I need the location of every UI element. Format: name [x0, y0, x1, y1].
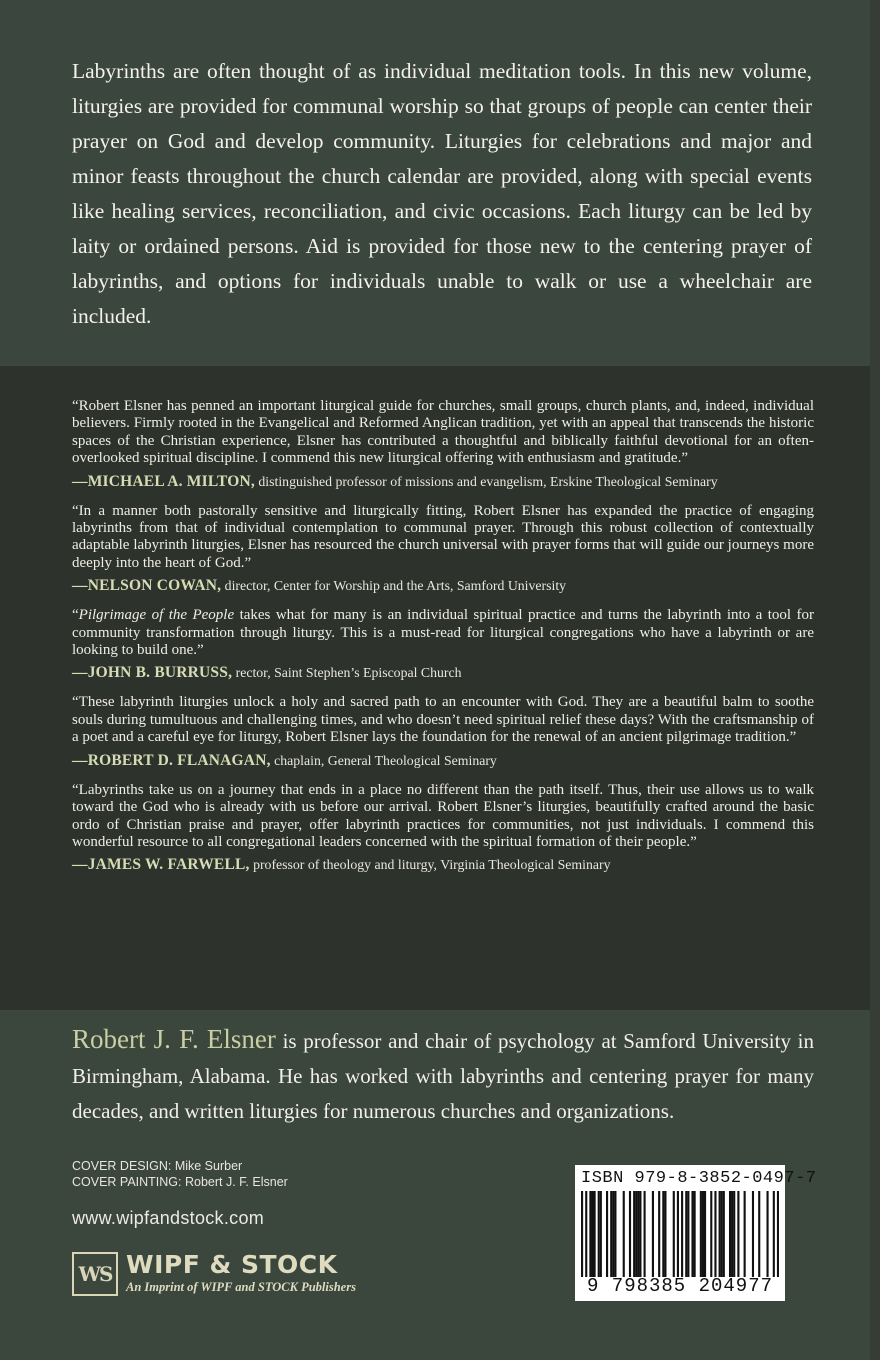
- cover-design-label: COVER DESIGN:: [72, 1159, 172, 1173]
- barcode-bar: [731, 1191, 733, 1277]
- author-name: Robert J. F. Elsner: [72, 1024, 276, 1054]
- barcode-bar: [758, 1191, 760, 1277]
- barcode-bar: [737, 1191, 739, 1277]
- endorser-name: —JOHN B. BURRUSS,: [72, 664, 233, 682]
- publisher-tagline: An Imprint of WIPF and STOCK Publishers: [126, 1280, 356, 1294]
- barcode-bar: [614, 1191, 616, 1277]
- barcode-bar: [652, 1191, 654, 1277]
- book-title: Pilgrimage of the People: [78, 607, 235, 624]
- barcode-bar: [766, 1191, 768, 1277]
- endorser-role: chaplain, General Theological Seminary: [274, 752, 497, 768]
- barcode-bar: [658, 1191, 660, 1277]
- endorsement-farwell: [72, 782, 814, 875]
- endorser-role: rector, Saint Stephen’s Episcopal Church: [235, 665, 462, 681]
- barcode-bar: [612, 1191, 614, 1277]
- endorser-name: —MICHAEL A. MILTON,: [72, 472, 255, 490]
- publisher-monogram-icon: WS: [72, 1252, 118, 1296]
- endorser-role: distinguished professor of missions and evangelism, Erskine Theological Seminary: [258, 473, 718, 489]
- barcode-bar: [673, 1191, 675, 1277]
- barcode-bar: [777, 1191, 779, 1277]
- barcode-bars: [581, 1191, 779, 1277]
- quote-open-mark: “: [72, 607, 79, 624]
- barcode-bar: [606, 1191, 608, 1277]
- barcode-digits: 9 798385 204977: [586, 1275, 774, 1297]
- cover-credits: [72, 1158, 288, 1190]
- barcode-bar: [691, 1191, 693, 1277]
- endorsement-cowan: [72, 503, 814, 596]
- barcode-bar: [677, 1191, 679, 1277]
- barcode-bar: [623, 1191, 625, 1277]
- barcode-bar: [637, 1191, 639, 1277]
- barcode-bar: [729, 1191, 731, 1277]
- endorsement-quote: “Labyrinths take us on a journey that ends in a place no different than the path itself. Thus, their use allows us to walk toward the God who is already with us before our arrival. Robert Elsner’s liturgies, beautifully crafted around the basic ordo of Christian praise and prayer, offer labyrinth practices for communities, not just individuals. I commend this wonderful resource to all congregational leaders concerned with the spiritual formation of their people.”: [72, 781, 814, 850]
- author-bio-text: is professor and chair of psychology at Samford University in Birmingham, Alabama. He has worked with labyrinths and centering prayer for many decades, and written liturgies for numerous churches and organizations.: [72, 1029, 814, 1123]
- cover-painting-credit: [72, 1174, 288, 1190]
- barcode-bar: [664, 1191, 666, 1277]
- cover-design-name: Mike Surber: [174, 1159, 243, 1173]
- barcode-bar: [702, 1191, 704, 1277]
- quote-body: takes what for many is an individual spiritual practice and turns the labyrinth into a tool for community transformation through liturgy. This is a must-read for liturgical congregations who have a labyrinth or are looking to build one.”: [72, 607, 814, 659]
- publisher-website: www.wipfandstock.com: [72, 1208, 265, 1228]
- barcode-bar: [744, 1191, 746, 1277]
- publisher-name: WIPF & STOCK: [126, 1250, 338, 1279]
- isbn-barcode: [575, 1165, 817, 1301]
- endorsement-attribution: [72, 473, 814, 491]
- barcode-bar: [591, 1191, 593, 1277]
- barcode-bar: [639, 1191, 641, 1277]
- endorsement-attribution: [72, 752, 814, 770]
- barcode-bar: [581, 1191, 583, 1277]
- barcode-bar: [714, 1191, 716, 1277]
- barcode-bar: [723, 1191, 725, 1277]
- endorsement-quote: “These labyrinth liturgies unlock a holy and sacred path to an encounter with God. They are a beautiful balm to soothe souls during tumultuous and challenging times, and who doesn’t need spiritual relief these days? With the craftsmanship of a poet and a careful eye for liturgy, Robert Elsner lays the foundation for the renewal of an ancient pilgrimage tradition.”: [72, 694, 814, 746]
- barcode-bar: [719, 1191, 721, 1277]
- endorser-role: professor of theology and liturgy, Virginia Theological Seminary: [253, 857, 611, 873]
- endorser-name: —ROBERT D. FLANAGAN,: [72, 751, 271, 769]
- isbn-label: ISBN 979-8-3852-0497-7: [581, 1169, 817, 1188]
- barcode-bar: [644, 1191, 646, 1277]
- barcode-bar: [700, 1191, 702, 1277]
- book-description: Labyrinths are often thought of as individual meditation tools. In this new volume, liturgies are provided for communal worship so that groups of people can center their prayer on God and develop community. Liturgies for celebrations and major and minor feasts throughout the church calendar are provided, along with special events like healing services, reconciliation, and civic occasions. Each liturgy can be led by laity or ordained persons. Aid is provided for those new to the centering prayer of labyrinths, and options for individuals unable to walk or use a wheelchair are included.: [72, 59, 812, 328]
- barcode-bar: [721, 1191, 723, 1277]
- barcode-bar: [589, 1191, 591, 1277]
- endorsement-attribution: [72, 664, 814, 682]
- barcode-bar: [681, 1191, 683, 1277]
- author-bio: [72, 1022, 814, 1129]
- endorsement-milton: [72, 398, 814, 491]
- barcode-bar: [694, 1191, 696, 1277]
- barcode-bar: [704, 1191, 706, 1277]
- spine-edge: [870, 0, 880, 1360]
- barcode-bar: [594, 1191, 596, 1277]
- endorsement-quote: “Robert Elsner has penned an important liturgical guide for churches, small groups, church plants, and, indeed, individual believers. Firmly rooted in the Evangelical and Reformed Anglican tradition, yet with an appeal that transcends the historic spaces of the Christian experience, Elsner has contributed a thoughtful and biblically faithful devotional for an often-overlooked spiritual discipline. I commend this new liturgical offering with enthusiasm and gratitude.”: [72, 398, 814, 467]
- barcode-bar: [635, 1191, 637, 1277]
- barcode-bar: [662, 1191, 664, 1277]
- endorsement-attribution: [72, 856, 814, 874]
- barcode-bar: [598, 1191, 600, 1277]
- barcode-bar: [629, 1191, 631, 1277]
- cover-painting-name: Robert J. F. Elsner: [185, 1175, 288, 1189]
- publisher-logo: [72, 1252, 412, 1298]
- endorsement-quote: [72, 607, 814, 659]
- endorser-name: —JAMES W. FARWELL,: [72, 856, 250, 874]
- cover-design-credit: [72, 1158, 288, 1174]
- barcode-bar: [687, 1191, 689, 1277]
- endorsement-flanagan: [72, 694, 814, 769]
- cover-painting-label: COVER PAINTING:: [72, 1175, 182, 1189]
- endorsement-attribution: [72, 577, 814, 595]
- barcode-bar: [752, 1191, 754, 1277]
- endorser-role: director, Center for Worship and the Arts, Samford University: [224, 578, 567, 594]
- barcode-bar: [585, 1191, 587, 1277]
- barcode-bar: [610, 1191, 612, 1277]
- barcode-bar: [710, 1191, 712, 1277]
- barcode-bar: [773, 1191, 775, 1277]
- barcode-bar: [733, 1191, 735, 1277]
- barcode-bar: [685, 1191, 687, 1277]
- endorsement-burruss: [72, 607, 814, 682]
- endorsements-list: [72, 398, 814, 886]
- barcode-bar: [600, 1191, 602, 1277]
- barcode-bar: [633, 1191, 635, 1277]
- endorser-name: —NELSON COWAN,: [72, 577, 222, 595]
- endorsement-quote: “In a manner both pastorally sensitive and liturgically fitting, Robert Elsner has expanded the practice of engaging labyrinths from that of individual contemplation to communal prayer. Through this robust collection of contextually adaptable labyrinth liturgies, Elsner has resourced the church universal with prayer forms that will guide our journeys more deeply into the heart of God.”: [72, 502, 814, 571]
